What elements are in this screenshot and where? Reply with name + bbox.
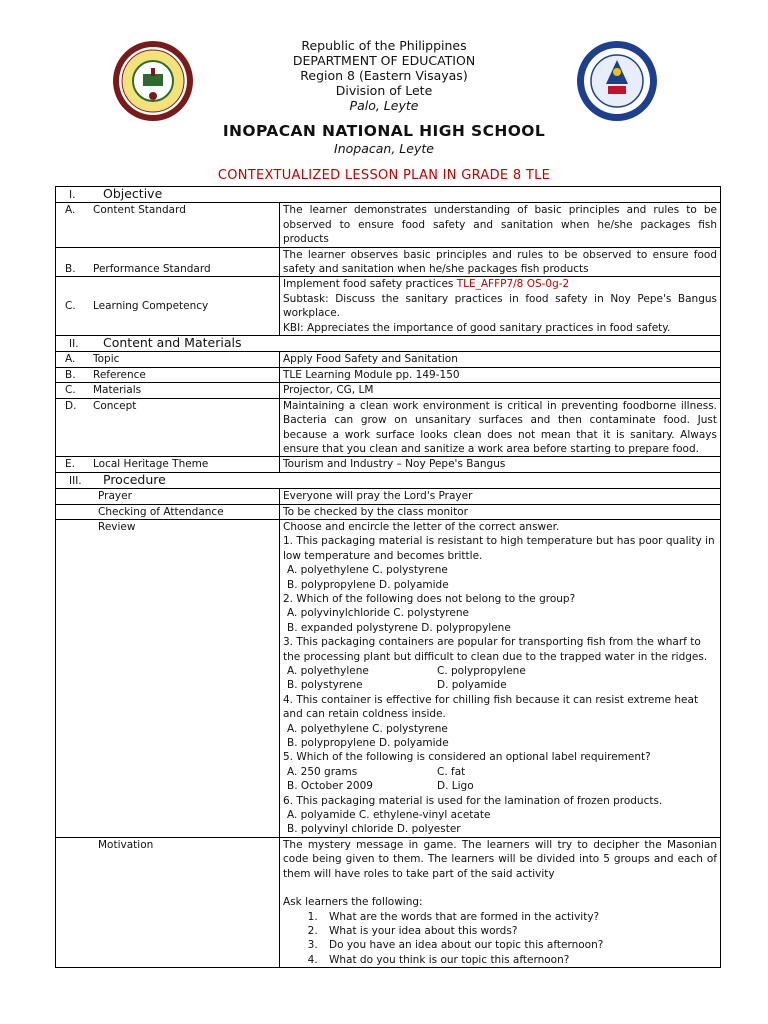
prayer-text: Everyone will pray the Lord's Prayer xyxy=(280,489,721,504)
school-town: Inopacan, Leyte xyxy=(334,141,434,156)
review-option: C. polypropylene xyxy=(437,665,526,677)
region-line: Region 8 (Eastern Visayas) xyxy=(300,68,468,83)
content-standard-text: The learner demonstrates understanding of basic principles and rules to be observed to ensure food safety and sanitation when he/she packages fish products xyxy=(280,203,721,247)
competency-text: Implement food safety practices xyxy=(283,278,457,291)
lesson-plan-title: CONTEXTUALIZED LESSON PLAN IN GRADE 8 TLE xyxy=(217,168,551,183)
review-options xyxy=(283,765,717,779)
review-options: B. polypropylene D. polyamide xyxy=(287,737,449,750)
row-label: Performance Standard xyxy=(93,263,211,276)
competency-subtask: Subtask: Discuss the sanitary practices in food safety in Noy Pepe's Bangus workplace. xyxy=(283,292,717,320)
row-label: Prayer xyxy=(56,489,280,504)
review-option: A. 250 grams xyxy=(287,765,358,778)
review-option: A. polyethylene xyxy=(287,665,369,677)
reference-text: TLE Learning Module pp. 149-150 xyxy=(280,367,721,382)
letterhead xyxy=(0,38,768,113)
review-question: 6. This packaging material is used for the lamination of frozen products. xyxy=(283,794,663,807)
row-label: Materials xyxy=(93,384,142,397)
motivation-questions xyxy=(283,910,717,968)
list-item: 2. What is your idea about this words? xyxy=(321,924,717,938)
section-content-materials xyxy=(56,336,721,352)
review-options: A. polyvinylchloride C. polystyrene xyxy=(287,607,469,620)
row-label: Concept xyxy=(93,399,137,412)
section-title: Objective xyxy=(103,186,163,201)
row-letter: C. xyxy=(65,384,76,397)
concept-text: Maintaining a clean work environment is critical in preventing foodborne illness. Bacteria can grow on unsanitary surfaces and then contaminate food. Just because a work surface looks clean does not mean that it is sanitary. Always ensure that you clean and sanitize a work area before starting to prepare food. xyxy=(280,398,721,457)
review-options xyxy=(283,664,717,678)
lesson-plan-table xyxy=(55,186,721,968)
row-performance-standard xyxy=(56,247,721,277)
row-topic xyxy=(56,352,721,367)
row-label: Topic xyxy=(93,353,120,366)
competency-code: TLE_AFFP7/8 OS-0g-2 xyxy=(456,278,570,291)
row-label: Review xyxy=(56,519,280,837)
review-options: A. polyethylene C. polystyrene xyxy=(287,722,448,735)
row-label: Learning Competency xyxy=(93,300,209,313)
performance-standard-text: The learner observes basic principles and rules to be observed to ensure food safety and sanitation when he/she packages fish products xyxy=(280,247,721,277)
school-name: INOPACAN NATIONAL HIGH SCHOOL xyxy=(222,122,546,140)
row-label: Content Standard xyxy=(93,204,186,217)
motivation-content xyxy=(280,837,721,967)
row-label: Reference xyxy=(93,368,146,381)
section-number: III. xyxy=(69,474,82,487)
row-learning-competency xyxy=(56,277,721,336)
division-line: Division of Lete xyxy=(335,83,433,98)
list-item: 3. Do you have an idea about our topic this afternoon? xyxy=(321,938,717,952)
row-letter: C. xyxy=(65,300,76,313)
row-motivation xyxy=(56,837,721,967)
materials-text: Projector, CG, LM xyxy=(280,383,721,398)
row-letter: B. xyxy=(65,368,76,381)
row-letter: E. xyxy=(65,458,75,471)
section-number: I. xyxy=(69,189,76,201)
review-options xyxy=(283,779,717,793)
row-concept xyxy=(56,398,721,457)
department-line: DEPARTMENT OF EDUCATION xyxy=(292,53,476,68)
review-option: D. polyamide xyxy=(437,679,507,692)
list-item: 4. What do you think is our topic this afternoon? xyxy=(321,953,717,967)
section-procedure xyxy=(56,472,721,488)
row-letter: D. xyxy=(65,399,77,412)
review-question: 5. Which of the following is considered an optional label requirement? xyxy=(283,751,651,764)
section-objective xyxy=(56,187,721,203)
row-prayer xyxy=(56,489,721,504)
review-options: A. polyamide C. ethylene-vinyl acetate xyxy=(287,809,491,822)
competency-kbi: KBI: Appreciates the importance of good sanitary practices in food safety. xyxy=(283,321,671,334)
review-question: 4. This container is effective for chilling fish because it can resist extreme heat and can retain coldness inside. xyxy=(283,693,699,721)
country-line: Republic of the Philippines xyxy=(301,38,467,53)
row-letter: A. xyxy=(65,204,76,217)
motivation-ask: Ask learners the following: xyxy=(283,896,423,909)
row-review xyxy=(56,519,721,837)
row-materials xyxy=(56,383,721,398)
review-option: B. polystyrene xyxy=(287,679,363,692)
row-letter: B. xyxy=(65,263,76,276)
review-option: B. October 2009 xyxy=(287,780,373,793)
review-option: C. fat xyxy=(437,765,466,778)
review-question: 1. This packaging material is resistant to high temperature but has poor quality in low temperature and becomes brittle. xyxy=(283,535,715,562)
section-number: II. xyxy=(69,338,79,351)
heritage-text: Tourism and Industry – Noy Pepe's Bangus xyxy=(280,457,721,472)
row-content-standard xyxy=(56,203,721,247)
review-options xyxy=(283,678,717,692)
section-title: Content and Materials xyxy=(103,335,242,351)
review-content xyxy=(280,519,721,837)
list-item: 1. What are the words that are formed in the activity? xyxy=(321,910,717,924)
review-options: B. expanded polystyrene D. polypropylene xyxy=(287,621,511,634)
city-line: Palo, Leyte xyxy=(349,98,419,113)
attendance-text: To be checked by the class monitor xyxy=(280,504,721,519)
section-title: Procedure xyxy=(103,471,166,487)
review-options: B. polypropylene D. polyamide xyxy=(287,578,449,591)
row-reference xyxy=(56,367,721,382)
review-instruction: Choose and encircle the letter of the correct answer. xyxy=(283,520,560,533)
row-label: Local Heritage Theme xyxy=(93,458,209,471)
topic-text: Apply Food Safety and Sanitation xyxy=(280,352,721,367)
review-options: A. polyethylene C. polystyrene xyxy=(287,564,448,577)
row-label: Motivation xyxy=(56,837,280,967)
motivation-text: The mystery message in game. The learners will try to decipher the Masonian code being given to them. The learners will be divided into 5 groups and each of them will have roles to take part of the said activity xyxy=(283,838,717,880)
review-options: B. polyvinyl chloride D. polyester xyxy=(287,823,461,836)
review-option: D. Ligo xyxy=(437,780,474,793)
review-question: 2. Which of the following does not belong to the group? xyxy=(283,592,576,605)
row-letter: A. xyxy=(65,353,76,366)
row-label: Checking of Attendance xyxy=(56,504,280,519)
review-question: 3. This packaging containers are popular for transporting fish from the wharf to the processing plant but difficult to clean due to the trapped water in the ridges. xyxy=(283,636,708,663)
row-local-heritage xyxy=(56,457,721,472)
row-attendance xyxy=(56,504,721,519)
competency-line xyxy=(283,277,717,291)
